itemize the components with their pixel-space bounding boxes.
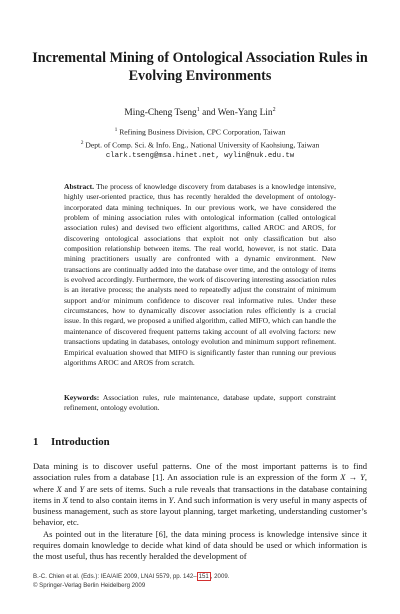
affiliation-mark: 1 — [114, 127, 118, 133]
author-affiliation-mark: 1 — [196, 107, 200, 113]
text-run: Data mining is to discover useful patterns. One of the most important patterns is to find association rules from a database [1]. An association rule is an expression of the form — [33, 461, 367, 483]
affiliation-text: Refining Business Division, CPC Corporation, Taiwan — [119, 127, 286, 137]
affiliations — [30, 125, 370, 161]
citation-line — [33, 573, 367, 582]
keywords — [64, 393, 336, 414]
paper-title: Incremental Mining of Ontological Association Rules in Evolving Environments — [32, 50, 368, 84]
section-heading — [33, 435, 367, 449]
author-line — [30, 104, 370, 119]
body-text — [33, 461, 367, 562]
page-link[interactable]: 151 — [198, 573, 209, 580]
math-arrow: → — [345, 472, 361, 483]
abstract — [64, 182, 336, 368]
paragraph — [33, 461, 367, 529]
author-name: Ming-Cheng Tseng — [124, 108, 197, 119]
text-run: tend to also contain items in — [67, 494, 169, 505]
keywords-text: Association rules, rule maintenance, database update, support constraint refinement, ontology evolution. — [64, 393, 336, 413]
affiliation-line — [30, 138, 370, 151]
affiliation-text: Dept. of Comp. Sci. & Info. Eng., National University of Kaohsiung, Taiwan — [85, 140, 320, 150]
math-var: Y — [79, 483, 85, 494]
text-run: and — [61, 483, 80, 494]
author-name: Wen-Yang Lin — [217, 108, 273, 119]
abstract-label: Abstract. — [64, 182, 94, 191]
citation-text: B.-C. Chien et al. (Eds.): IEA/AIE 2009, LNAI 5579, pp. 142– — [33, 573, 197, 580]
math-var: Y — [168, 494, 174, 505]
math-var: Y — [360, 472, 365, 483]
text-run: are sets of items. Such a rule reveals that transactions in the database containing items in — [33, 483, 367, 505]
abstract-text: The process of knowledge discovery from databases is a knowledge intensive, highly user-oriented practice, thus has recently heralded the development of ontology-incorporated data mining techniques. In our previous work, we have considered the problem of mining association rules with ontological information (called ontological association rules) and devised two efficient algorithms, called AROC and AROS, for discovering ontological associations that exploit not only classification but also composition relationship between items. The real world, however, is not static. Data mining practitioners usually are confronted with a dynamic environment. New transactions are continually added into the database over time, and the ontology of items is evolved accordingly. Furthermore, the work of discovering interesting association rules is an iterative process; the analysts need to repeatedly adjust the constraint of minimum support and/or minimum confidence to discover real informative rules. Under these circumstances, how to dynamically discover association rules efficiently is a crucial issue. In this regard, we proposed a unified algorithm, called MIFO, which can handle the maintenance of discovered frequent patterns taking account of all evolving factors: new transactions updating in databases, ontology evolution and minimum support refinement. Empirical evaluation showed that MIFO is significantly faster than running our previous algorithms AROC and AROS from scratch. — [64, 182, 336, 367]
paragraph: As pointed out in the literature [6], the data mining process is knowledge intensive since it requires domain knowledge to decide what kind of data should be used or which information is the most useful, thus has recently heralded the development of — [33, 528, 367, 561]
section-title: Introduction — [51, 436, 110, 448]
author-affiliation-mark: 2 — [272, 107, 276, 113]
affiliation-mark: 2 — [80, 139, 84, 146]
author-emails: clark.tseng@msa.hinet.net, wylin@nuk.edu.tw — [105, 151, 295, 160]
citation-text: , 2009. — [210, 573, 230, 580]
copyright-line: © Springer-Verlag Berlin Heidelberg 2009 — [33, 581, 146, 589]
page-footer — [33, 573, 367, 590]
section-number: 1 — [33, 436, 39, 448]
text-run: , where — [33, 472, 367, 494]
affiliation-line — [30, 125, 370, 138]
math-var: X — [340, 472, 346, 483]
text-run: . And such information is very useful in many aspects of business management, such as store layout planning, target marketing, understanding customer’s behavior, etc. — [33, 494, 367, 528]
author-conjunction: and — [199, 108, 218, 119]
math-var: X — [56, 483, 62, 494]
math-var: X — [62, 494, 68, 505]
keywords-label: Keywords: — [64, 393, 100, 402]
